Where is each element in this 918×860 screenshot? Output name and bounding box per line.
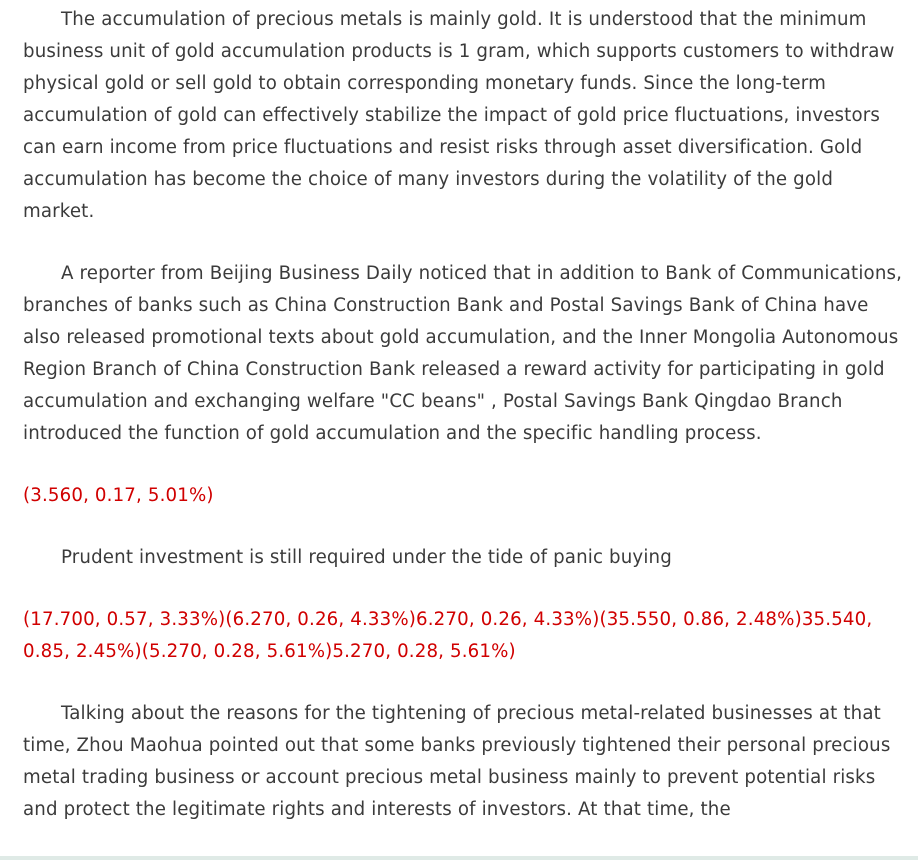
article-body — [23, 4, 903, 856]
stock-quote: (3.560, 0.17, 5.01%) — [23, 485, 214, 506]
paragraph-gold-accumulation: The accumulation of precious metals is mainly gold. It is understood that the minimum business unit of gold accumulation products is 1 gram, which supports customers to withdraw physical gold or sell gold to obtain corresponding monetary funds. Since the long-term accumulation of gold can effectively stabilize the impact of gold price fluctuations, investors can earn income from price fluctuations and resist risks through asset diversification. Gold accumulation has become the choice of many investors during the volatility of the gold market. — [23, 9, 895, 222]
section-subheading: Prudent investment is still required under the tide of panic buying — [61, 547, 672, 568]
paragraph-tightening-reasons: Talking about the reasons for the tightening of precious metal-related businesses at that time, Zhou Maohua pointed out that some banks previously tightened their personal precious metal trading business or account precious metal business mainly to prevent potential risks and protect the legitimate rights and interests of investors. At that time, the — [23, 703, 891, 820]
stock-quotes-list: (17.700, 0.57, 3.33%)(6.270, 0.26, 4.33%)6.270, 0.26, 4.33%)(35.550, 0.86, 2.48%)35.540, 0.85, 2.45%)(5.270, 0.28, 5.61%)5.270, 0.28, 5.61%) — [23, 609, 873, 662]
paragraph-bank-promotions: A reporter from Beijing Business Daily noticed that in addition to Bank of Communications, branches of banks such as China Construction Bank and Postal Savings Bank of China have also released promotional texts about gold accumulation, and the Inner Mongolia Autonomous Region Branch of China Construction Bank released a reward activity for participating in gold accumulation and exchanging welfare "CC beans" , Postal Savings Bank Qingdao Branch introduced the function of gold accumulation and the specific handling process. — [23, 263, 903, 444]
bottom-divider — [0, 856, 918, 860]
